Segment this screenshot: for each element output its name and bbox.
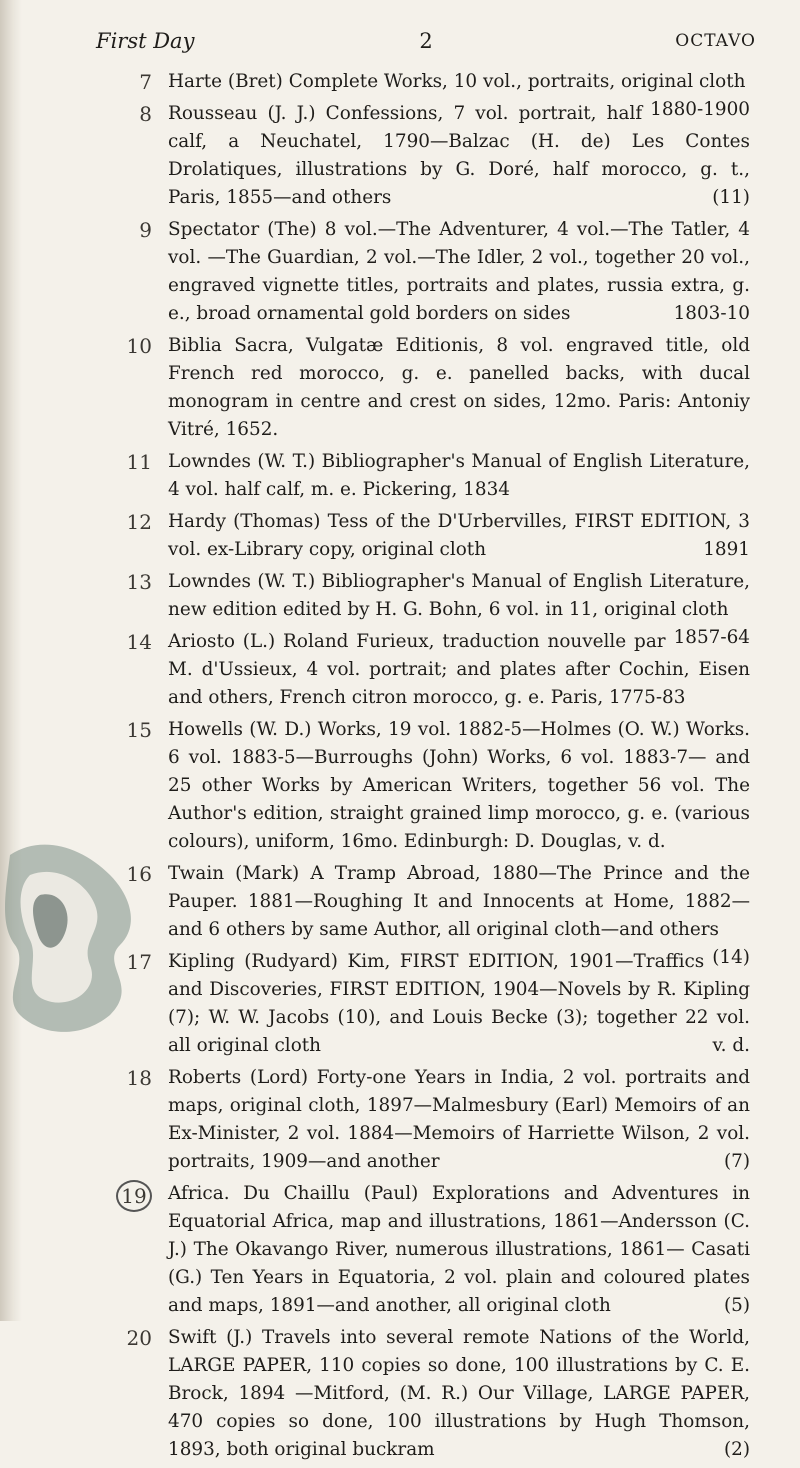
lot-description-text: Howells (W. D.) Works, 19 vol. 1882-5—Holmes (O. W.) Works. 6 vol. 1883-5—Burroughs (John) Works, 6 vol. 1883-7— and 25 other Works by American Writers, together 56 vol. The Author's edition, straight grained limp morocco, g. e. (various colours), uniform, 16mo. Edinburgh: D. Douglas, v. d. [168, 719, 750, 852]
lot-description-text: Kipling (Rudyard) Kim, FIRST EDITION, 1901—Traffics and Discoveries, FIRST EDITION, 1904—Novels by R. Kipling (7); W. W. Jacobs (10), and Louis Becke (3); together 22 vol. all original cloth [168, 951, 750, 1056]
lot-number: 9 [139, 218, 152, 242]
lot-date-or-count: 1803-10 [673, 303, 750, 324]
lot-description [168, 508, 750, 564]
lot-description-text: Roberts (Lord) Forty-one Years in India, 2 vol. portraits and maps, original cloth, 1897—Malmesbury (Earl) Memoirs of an Ex-Minister, 2 vol. 1884—Memoirs of Harriette Wilson, 2 vol. portraits, 1909—and another [168, 1067, 750, 1172]
lot-entry [0, 448, 800, 504]
lot-description [168, 948, 750, 1060]
lot-description-text: Africa. Du Chaillu (Paul) Explorations and Adventures in Equatorial Africa, map and illustrations, 1861—Andersson (C. J.) The Okavango River, numerous illustrations, 1861— Casati (G.) Ten Years in Equatoria, 2 vol. plain and coloured plates and maps, 1891—and another, all original cloth [168, 1183, 750, 1316]
lot-description [168, 860, 750, 968]
lot-description [168, 100, 750, 212]
lot-number: 20 [126, 1326, 152, 1350]
lot-description-text: Ariosto (L.) Roland Furieux, traduction nouvelle par M. d'Ussieux, 4 vol. portrait; and plates after Cochin, Eisen and others, French citron morocco, g. e. Paris, 1775-83 [168, 631, 750, 708]
lot-number: 14 [126, 630, 152, 654]
lot-date-or-count: v. d. [712, 1035, 750, 1056]
lot-date-or-count: 1857-64 [673, 627, 750, 648]
lot-list [0, 68, 800, 1468]
lot-number: 12 [126, 510, 152, 534]
lot-description-text: Swift (J.) Travels into several remote Nations of the World, LARGE PAPER, 110 copies so done, 100 illustrations by C. E. Brock, 1894 —Mitford, (M. R.) Our Village, LARGE PAPER, 470 copies so done, 100 illustrations by Hugh Thomson, 1893, both original buckram [168, 1327, 750, 1460]
lot-number: 10 [126, 334, 152, 358]
page-number: 2 [419, 29, 433, 53]
lot-number: 11 [126, 450, 152, 474]
lot-description [168, 68, 750, 120]
lot-entry [0, 508, 800, 564]
lot-description-text: Lowndes (W. T.) Bibliographer's Manual of English Literature, 4 vol. half calf, m. e. Pickering, 1834 [168, 451, 750, 500]
lot-description-text: Rousseau (J. J.) Confessions, 7 vol. portrait, half calf, a Neuchatel, 1790—Balzac (H. de) Les Contes Drolatiques, illustrations by G. Doré, half morocco, g. t., Paris, 1855—and others [168, 103, 750, 208]
lot-date-or-count: (14) [712, 947, 750, 968]
lot-entry [0, 68, 800, 120]
lot-description [168, 568, 750, 648]
lot-entry [0, 628, 800, 712]
lot-date-or-count: (11) [712, 187, 750, 208]
lot-date-or-count: (5) [723, 1295, 750, 1316]
lot-number [116, 1180, 152, 1212]
running-head [96, 26, 756, 56]
lot-entry [0, 716, 800, 856]
lot-description [168, 716, 750, 856]
lot-entry [0, 100, 800, 212]
lot-description-text: Harte (Bret) Complete Works, 10 vol., portraits, original cloth [168, 71, 746, 92]
lot-date-or-count: 1891 [703, 539, 750, 560]
lot-entry [0, 332, 800, 444]
running-head-right: OCTAVO [675, 31, 756, 51]
lot-date-or-count: 1880-1900 [650, 99, 750, 120]
lot-description-text: Twain (Mark) A Tramp Abroad, 1880—The Prince and the Pauper. 1881—Roughing It and Innocents at Home, 1882—and 6 others by same Author, all original cloth—and others [168, 863, 750, 940]
lot-description-text: Biblia Sacra, Vulgatæ Editionis, 8 vol. engraved title, old French red morocco, g. e. panelled backs, with ducal monogram in centre and crest on sides, 12mo. Paris: Antoniy Vitré, 1652. [168, 335, 750, 440]
lot-number: 7 [139, 70, 152, 94]
lot-description [168, 216, 750, 328]
lot-date-or-count: (7) [723, 1151, 750, 1172]
lot-entry [0, 1324, 800, 1464]
lot-description [168, 332, 750, 444]
lot-description [168, 448, 750, 504]
lot-number: 15 [126, 718, 152, 742]
lot-description [168, 628, 750, 712]
lot-number: 17 [126, 950, 152, 974]
lot-number: 18 [126, 1066, 152, 1090]
running-head-left: First Day [96, 29, 195, 53]
lot-entry [0, 1064, 800, 1176]
lot-date-or-count: (2) [723, 1439, 750, 1460]
lot-description-text: Lowndes (W. T.) Bibliographer's Manual of English Literature, new edition edited by H. G. Bohn, 6 vol. in 11, original cloth [168, 571, 750, 620]
lot-description [168, 1324, 750, 1464]
lot-entry [0, 216, 800, 328]
lot-number: 8 [139, 102, 152, 126]
lot-description [168, 1180, 750, 1320]
lot-number: 16 [126, 862, 152, 886]
lot-entry [0, 948, 800, 1060]
lot-description-text: Spectator (The) 8 vol.—The Adventurer, 4 vol.—The Tatler, 4 vol. —The Guardian, 2 vol.—The Idler, 2 vol., together 20 vol., engraved vignette titles, portraits and plates, russia extra, g. e., broad ornamental gold borders on sides [168, 219, 750, 324]
lot-entry [0, 1180, 800, 1320]
lot-number: 13 [126, 570, 152, 594]
circled-lot-number: 19 [116, 1180, 152, 1212]
lot-description-text: Hardy (Thomas) Tess of the D'Urbervilles, FIRST EDITION, 3 vol. ex-Library copy, original cloth [168, 511, 750, 560]
lot-description [168, 1064, 750, 1176]
